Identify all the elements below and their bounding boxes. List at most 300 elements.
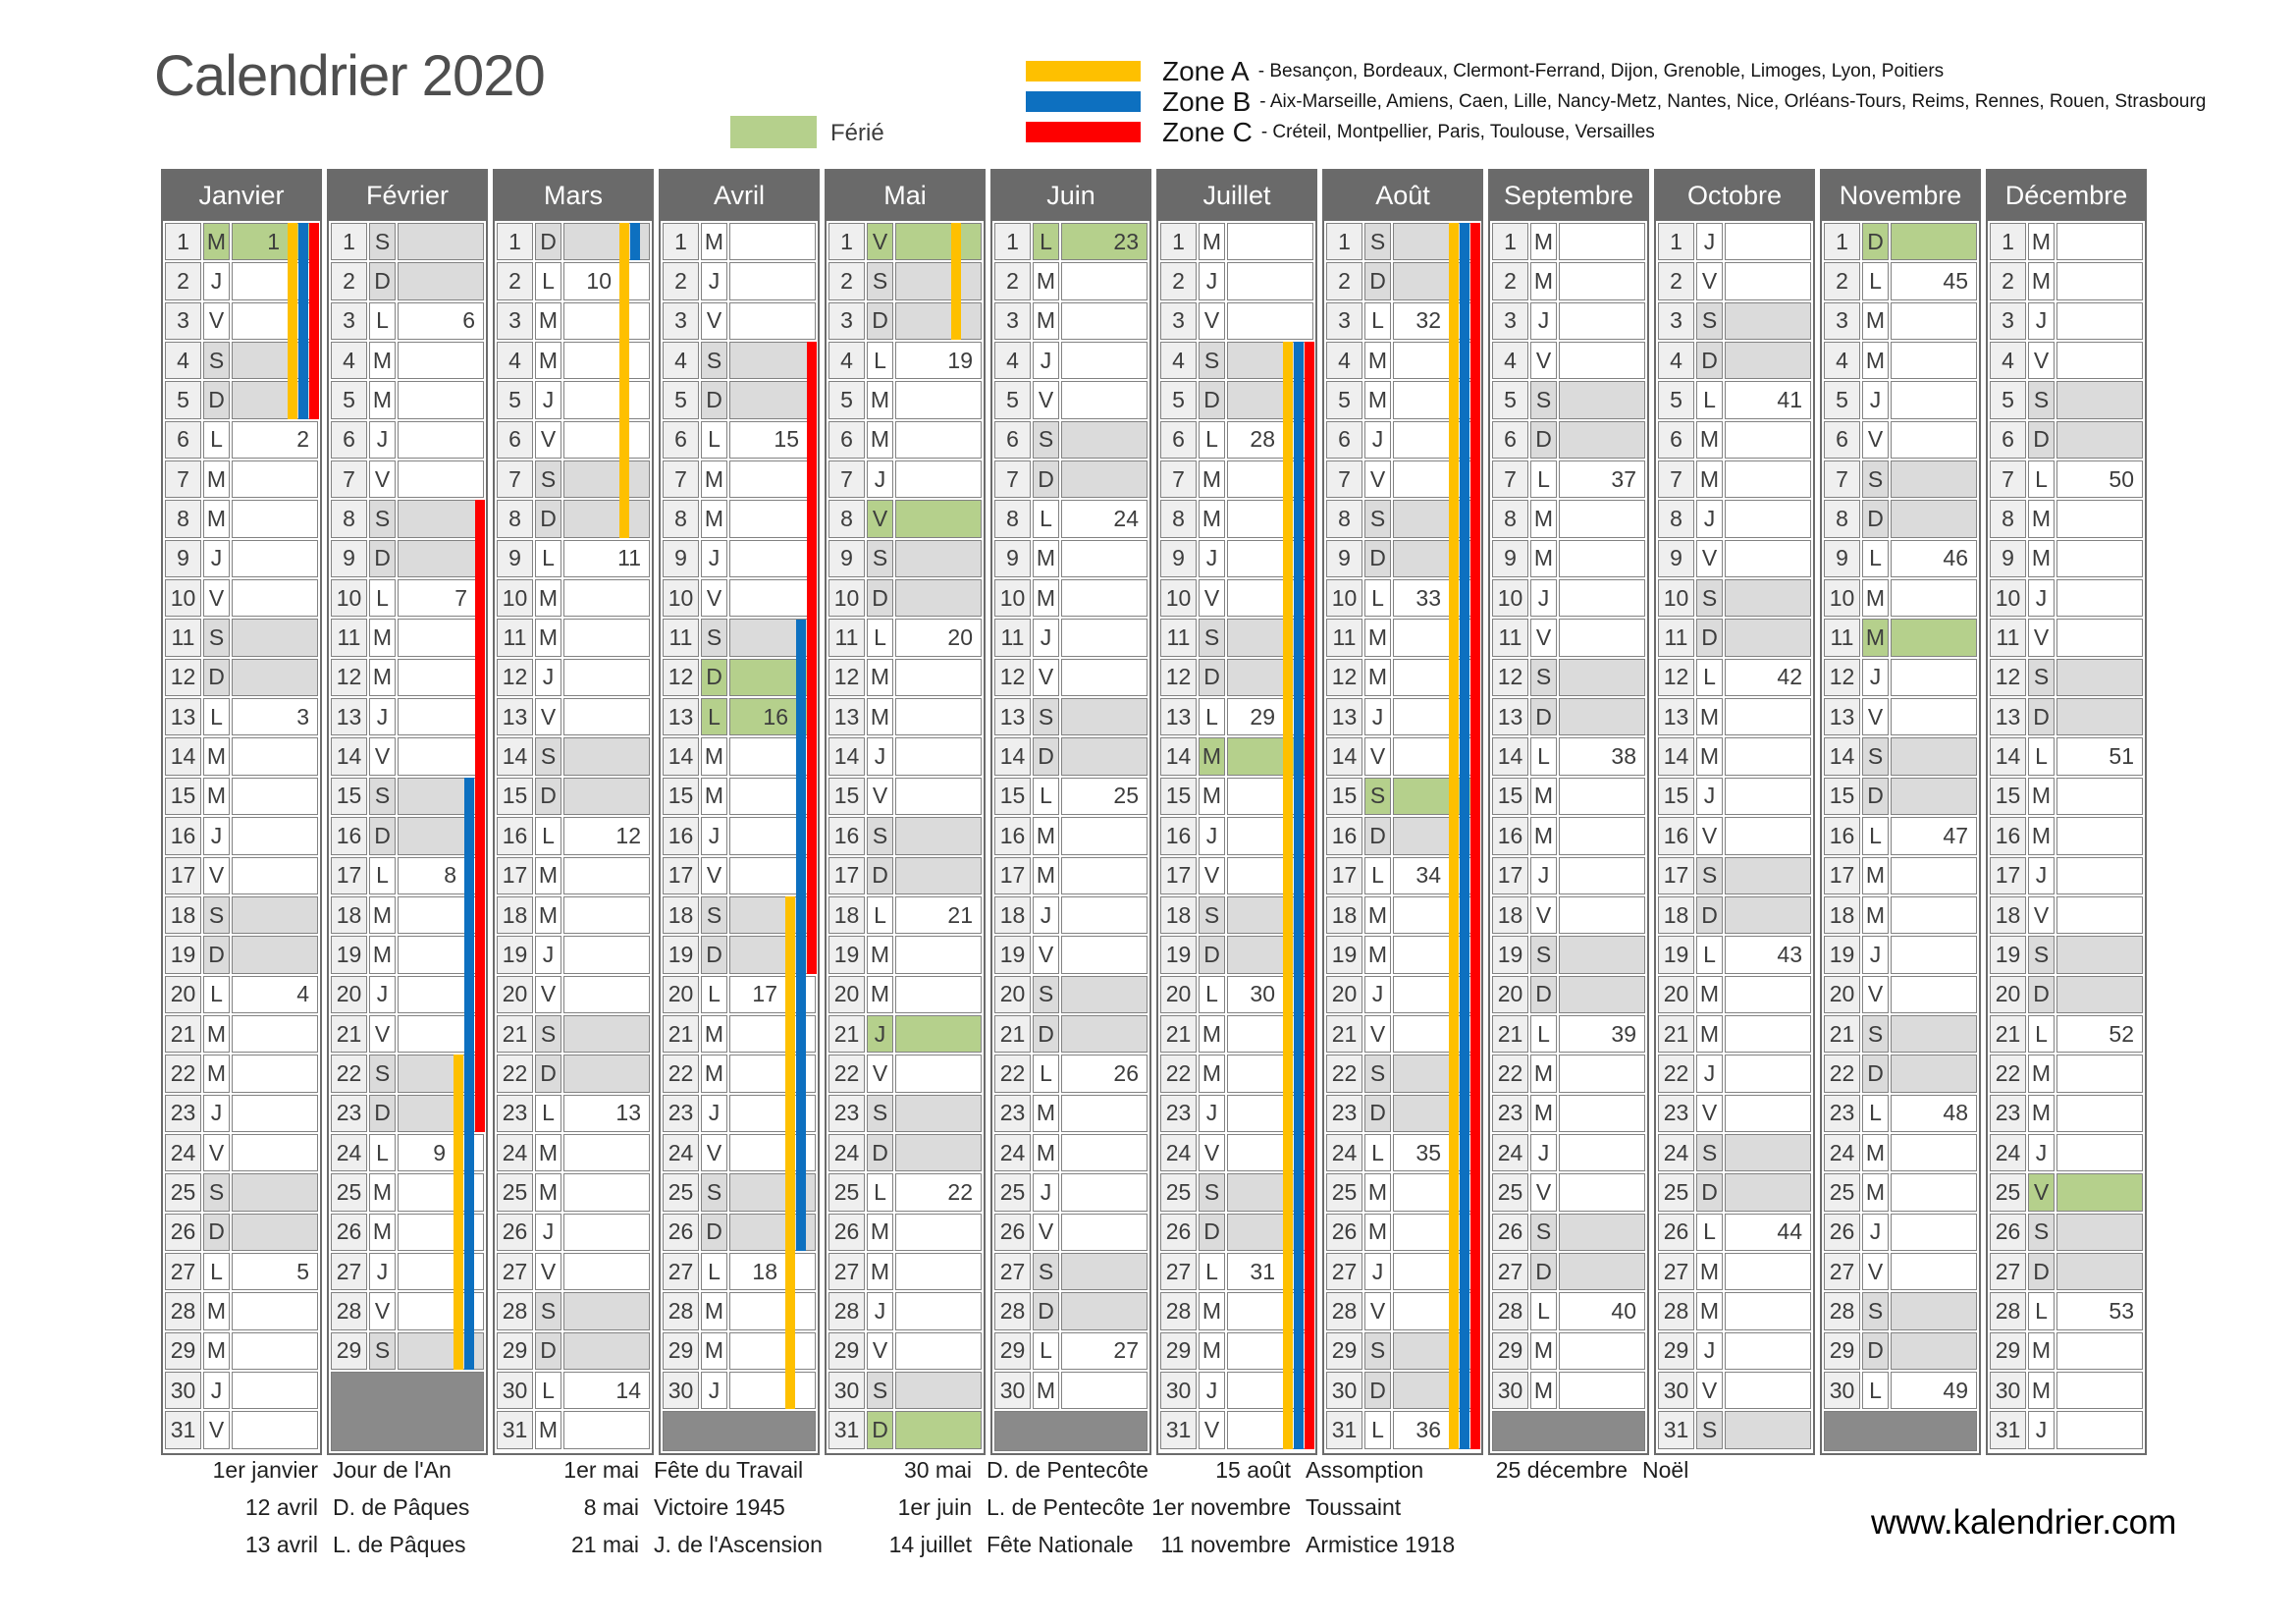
week-number-cell [729,579,816,617]
day-number-cell: 21 [331,1015,367,1053]
day-letter-cell: M [1033,857,1059,894]
week-number-cell [1227,223,1313,260]
day-letter-cell: D [867,1134,893,1171]
day-number-cell: 7 [1492,460,1528,498]
week-number-cell [1559,896,1645,934]
day-number-cell: 20 [828,976,865,1013]
day-row [1990,1015,2143,1053]
day-number-cell: 14 [828,737,865,775]
day-letter-cell: J [1199,1372,1225,1409]
week-number-cell [1061,579,1148,617]
day-letter-cell: S [2028,936,2055,973]
week-number-cell [398,698,484,735]
day-number-cell: 23 [994,1095,1031,1132]
day-number-cell: 29 [1326,1332,1362,1370]
week-number-cell: 27 [1061,1332,1148,1370]
zone-a-swatch [1026,61,1141,81]
zone-cities: - Créteil, Montpellier, Paris, Toulouse, Versailles [1260,121,1655,142]
day-row [1492,619,1645,656]
day-row [1990,659,2143,696]
day-number-cell: 27 [1990,1253,2026,1290]
day-number-cell: 1 [497,223,533,260]
day-row [331,342,484,379]
day-number-cell: 19 [994,936,1031,973]
footer-holidays-column [1124,1457,1455,1569]
day-number-cell: 2 [1990,262,2026,299]
week-number-cell [563,778,650,815]
day-row [1824,1173,1977,1211]
day-number-cell: 13 [331,698,367,735]
day-letter-cell: L [1033,223,1059,260]
week-number-cell [895,223,982,260]
day-row [828,1015,982,1053]
day-letter-cell: J [1364,421,1391,459]
day-number-cell: 26 [497,1214,533,1251]
day-number-cell: 31 [165,1411,201,1448]
day-number-cell: 4 [165,342,201,379]
week-number-cell [1891,1214,1977,1251]
day-row [994,896,1148,934]
day-row [331,1015,484,1053]
day-letter-cell: S [1033,1253,1059,1290]
day-row [497,659,650,696]
day-letter-cell: J [1530,1134,1557,1171]
day-letter-cell: D [1530,698,1557,735]
day-number-cell: 9 [1824,540,1860,577]
day-number-cell: 14 [994,737,1031,775]
website-link[interactable]: www.kalendrier.com [1871,1503,2177,1542]
day-row [331,421,484,459]
week-number-cell [1559,1095,1645,1132]
week-number-cell [1227,262,1313,299]
day-letter-cell: L [1364,579,1391,617]
day-number-cell: 26 [828,1214,865,1251]
day-letter-cell: V [2028,896,2055,934]
week-number-cell [2056,698,2143,735]
day-letter-cell: M [1364,381,1391,418]
day-number-cell: 26 [1160,1214,1197,1251]
day-number-cell: 21 [165,1015,201,1053]
day-letter-cell: D [535,778,561,815]
day-letter-cell: S [535,1015,561,1053]
week-number-cell [1559,1372,1645,1409]
week-number-cell [1227,302,1313,340]
day-letter-cell: V [1364,1292,1391,1329]
day-letter-cell: M [1033,540,1059,577]
day-row [165,1015,318,1053]
footer-holiday-item [472,1494,823,1532]
day-letter-cell: J [203,1372,230,1409]
day-letter-cell: V [701,857,727,894]
day-row [331,698,484,735]
day-letter-cell: M [2028,1095,2055,1132]
day-letter-cell: V [1862,976,1889,1013]
month-column-juillet [1156,169,1317,1455]
day-row [1492,1134,1645,1171]
day-row [497,1411,650,1448]
day-letter-cell: V [369,737,396,775]
week-number-cell [563,1253,650,1290]
day-number-cell: 27 [1160,1253,1197,1290]
day-row [828,1173,982,1211]
day-number-cell: 2 [1326,262,1362,299]
day-number-cell: 13 [497,698,533,735]
day-letter-cell: M [535,302,561,340]
day-number-cell: 19 [1160,936,1197,973]
day-letter-cell: J [1033,342,1059,379]
day-letter-cell: J [369,976,396,1013]
day-row [1658,1411,1811,1448]
day-row [663,223,816,260]
legend-zone-b [1026,85,2207,117]
day-letter-cell: J [1696,1332,1723,1370]
zone-c-swatch [1026,122,1141,142]
month-column-octobre [1654,169,1815,1455]
day-number-cell: 25 [1658,1173,1694,1211]
footer-holiday-date: 8 mai [583,1494,639,1520]
week-number-cell [1061,1372,1148,1409]
week-number-cell [1061,857,1148,894]
week-number-cell [232,1055,318,1092]
day-number-cell: 12 [828,659,865,696]
month-column-septembre [1488,169,1649,1455]
day-row [828,936,982,973]
week-number-cell [1061,421,1148,459]
day-number-cell: 5 [1824,381,1860,418]
week-number-cell [1725,857,1811,894]
day-row [994,659,1148,696]
day-letter-cell: L [1862,817,1889,854]
footer-holiday-date: 1er novembre [1151,1494,1291,1520]
day-row [1492,460,1645,498]
day-number-cell: 19 [1824,936,1860,973]
day-number-cell: 8 [165,500,201,537]
month-header: Octobre [1656,171,1813,221]
day-letter-cell: M [1862,619,1889,656]
day-number-cell: 6 [1658,421,1694,459]
day-letter-cell: L [1033,1055,1059,1092]
week-number-cell [2056,1134,2143,1171]
day-number-cell: 15 [165,778,201,815]
zone-cities: - Aix-Marseille, Amiens, Caen, Lille, Nancy-Metz, Nantes, Nice, Orléans-Tours, Reims, Rennes, Rouen, Strasbourg [1259,90,2207,112]
day-letter-cell: L [2028,460,2055,498]
day-number-cell: 10 [994,579,1031,617]
week-number-cell [563,1332,650,1370]
day-number-cell: 25 [165,1173,201,1211]
day-letter-cell: M [203,1292,230,1329]
day-row [1990,817,2143,854]
day-number-cell: 30 [497,1372,533,1409]
footer-holiday-name: D. de Pâques [333,1494,470,1520]
day-letter-cell: V [867,500,893,537]
week-number-cell [729,342,816,379]
day-number-cell: 23 [663,1095,699,1132]
day-row [331,381,484,418]
day-row [331,302,484,340]
week-number-cell [1725,1332,1811,1370]
week-number-cell [1559,500,1645,537]
day-letter-cell: L [1696,936,1723,973]
day-number-cell: 23 [1326,1095,1362,1132]
day-number-cell: 25 [331,1173,367,1211]
day-row [1990,1372,2143,1409]
week-number-cell [1725,302,1811,340]
week-number-cell [232,460,318,498]
week-number-cell [2056,659,2143,696]
day-row [331,262,484,299]
day-letter-cell: D [1033,1292,1059,1329]
week-number-cell [895,1055,982,1092]
footer-holiday-name: Armistice 1918 [1306,1532,1456,1557]
day-letter-cell: V [1199,1411,1225,1448]
vacation-bar-zone-a [1283,342,1293,1449]
day-letter-cell: S [867,262,893,299]
day-letter-cell: L [1862,1095,1889,1132]
day-letter-cell: M [535,1411,561,1448]
day-letter-cell: S [1199,342,1225,379]
day-number-cell: 10 [1824,579,1860,617]
week-number-cell [895,778,982,815]
footer-holiday-date: 15 août [1215,1457,1291,1483]
day-row [497,1134,650,1171]
day-row [1990,1095,2143,1132]
week-number-cell [1891,659,1977,696]
day-row [994,1095,1148,1132]
day-letter-cell: V [1033,936,1059,973]
day-letter-cell: V [867,223,893,260]
day-row [1492,817,1645,854]
day-number-cell: 16 [1492,817,1528,854]
week-number-cell [2056,540,2143,577]
day-letter-cell: L [535,817,561,854]
day-letter-cell: M [1862,342,1889,379]
day-number-cell: 18 [994,896,1031,934]
day-number-cell: 10 [497,579,533,617]
week-number-cell [1559,778,1645,815]
day-number-cell: 18 [828,896,865,934]
day-letter-cell: M [1199,1015,1225,1053]
day-letter-cell: V [1862,421,1889,459]
day-row [1492,698,1645,735]
week-number-cell [398,659,484,696]
week-number-cell [729,1332,816,1370]
day-number-cell: 19 [1990,936,2026,973]
day-number-cell: 9 [497,540,533,577]
day-row [1492,976,1645,1013]
week-number-cell [232,936,318,973]
day-row [1492,421,1645,459]
day-letter-cell: L [203,698,230,735]
day-letter-cell: D [369,540,396,577]
day-letter-cell: M [1530,223,1557,260]
day-row [165,460,318,498]
day-number-cell: 3 [828,302,865,340]
day-number-cell: 5 [165,381,201,418]
day-number-cell: 12 [331,659,367,696]
day-letter-cell: V [535,698,561,735]
day-letter-cell: S [1696,302,1723,340]
week-number-cell: 22 [895,1173,982,1211]
week-number-cell [563,1015,650,1053]
day-row [828,817,982,854]
week-number-cell [232,857,318,894]
week-number-cell [895,1411,982,1448]
day-row [828,500,982,537]
footer-holiday-date: 1er mai [563,1457,639,1483]
week-number-cell [563,1411,650,1448]
day-number-cell: 8 [1824,500,1860,537]
day-letter-cell: L [1530,1015,1557,1053]
day-row [1658,896,1811,934]
day-letter-cell: M [1862,1173,1889,1211]
day-row [1990,896,2143,934]
week-number-cell [1061,1134,1148,1171]
month-days [1324,221,1481,1451]
week-number-cell [232,659,318,696]
day-row [1658,460,1811,498]
day-row [663,421,816,459]
day-number-cell: 18 [1990,896,2026,934]
day-number-cell: 26 [663,1214,699,1251]
day-letter-cell: V [1696,262,1723,299]
day-row [1990,936,2143,973]
day-letter-cell: M [1862,1134,1889,1171]
footer-holiday-date: 30 mai [903,1457,972,1483]
day-letter-cell: V [535,421,561,459]
month-days [1656,221,1813,1451]
day-letter-cell: M [1033,1095,1059,1132]
day-row [1492,540,1645,577]
day-row [497,1055,650,1092]
day-letter-cell: M [1696,421,1723,459]
week-number-cell [1891,579,1977,617]
day-letter-cell: M [701,223,727,260]
day-number-cell: 29 [828,1332,865,1370]
week-number-cell [1891,698,1977,735]
day-letter-cell: D [701,381,727,418]
week-number-cell [729,302,816,340]
day-row [1990,421,2143,459]
day-number-cell: 22 [497,1055,533,1092]
day-number-cell: 23 [497,1095,533,1132]
day-letter-cell: D [1530,421,1557,459]
day-number-cell: 17 [1326,857,1362,894]
day-letter-cell: D [701,659,727,696]
day-number-cell: 18 [1492,896,1528,934]
day-row [1990,1332,2143,1370]
day-row [1990,1173,2143,1211]
day-number-cell: 5 [828,381,865,418]
day-row [1824,421,1977,459]
footer-holiday-name: Noël [1642,1457,1689,1483]
day-row [1658,1292,1811,1329]
day-letter-cell: S [1530,381,1557,418]
week-number-cell [729,1292,816,1329]
day-number-cell: 19 [165,936,201,973]
day-letter-cell: L [1696,659,1723,696]
day-number-cell: 19 [331,936,367,973]
day-letter-cell: V [203,1134,230,1171]
day-number-cell: 9 [1990,540,2026,577]
day-number-cell: 17 [1990,857,2026,894]
day-number-cell: 24 [165,1134,201,1171]
week-number-cell [1061,698,1148,735]
day-letter-cell: L [1033,1332,1059,1370]
week-number-cell [1725,1173,1811,1211]
day-row [497,1292,650,1329]
week-number-cell: 50 [2056,460,2143,498]
day-number-cell: 4 [994,342,1031,379]
day-row [1824,342,1977,379]
day-number-cell: 3 [663,302,699,340]
day-letter-cell: D [535,223,561,260]
day-letter-cell: M [1199,460,1225,498]
week-number-cell [2056,500,2143,537]
day-number-cell: 16 [165,817,201,854]
day-letter-cell: M [1696,460,1723,498]
week-number-cell [2056,381,2143,418]
day-number-cell: 29 [994,1332,1031,1370]
day-letter-cell: V [701,302,727,340]
day-letter-cell: S [203,896,230,934]
week-number-cell [1725,579,1811,617]
footer-holiday-item [472,1457,823,1494]
day-letter-cell: J [1364,1253,1391,1290]
day-number-cell: 30 [1824,1372,1860,1409]
day-letter-cell: D [1530,976,1557,1013]
day-row [165,976,318,1013]
day-letter-cell: S [1033,976,1059,1013]
day-number-cell: 18 [497,896,533,934]
month-days [992,221,1149,1453]
day-letter-cell: M [1530,540,1557,577]
month-days [1158,221,1315,1451]
day-letter-cell: V [203,302,230,340]
day-letter-cell: L [1033,500,1059,537]
week-number-cell [895,540,982,577]
day-letter-cell: D [1199,381,1225,418]
day-letter-cell: D [1696,1173,1723,1211]
day-row [994,1332,1148,1370]
day-number-cell: 14 [663,737,699,775]
day-number-cell: 14 [1990,737,2026,775]
day-number-cell: 13 [828,698,865,735]
day-row [1990,540,2143,577]
day-letter-cell: V [701,1134,727,1171]
day-letter-cell: S [1033,421,1059,459]
week-number-cell [1891,460,1977,498]
week-number-cell [1061,381,1148,418]
day-number-cell: 24 [1824,1134,1860,1171]
day-letter-cell: L [867,619,893,656]
day-number-cell: 14 [331,737,367,775]
week-number-cell [1725,460,1811,498]
day-row [1658,1372,1811,1409]
footer-holiday-name: Victoire 1945 [654,1494,785,1520]
day-number-cell: 7 [828,460,865,498]
month-days [1822,221,1979,1453]
day-letter-cell: J [2028,857,2055,894]
day-number-cell: 22 [331,1055,367,1092]
week-number-cell [1061,619,1148,656]
day-row [1658,619,1811,656]
day-letter-cell: V [2028,619,2055,656]
day-letter-cell: M [1364,1173,1391,1211]
day-letter-cell: S [369,1055,396,1092]
week-number-cell: 48 [1891,1095,1977,1132]
footer-holiday-item [805,1532,1148,1569]
day-number-cell: 28 [1824,1292,1860,1329]
